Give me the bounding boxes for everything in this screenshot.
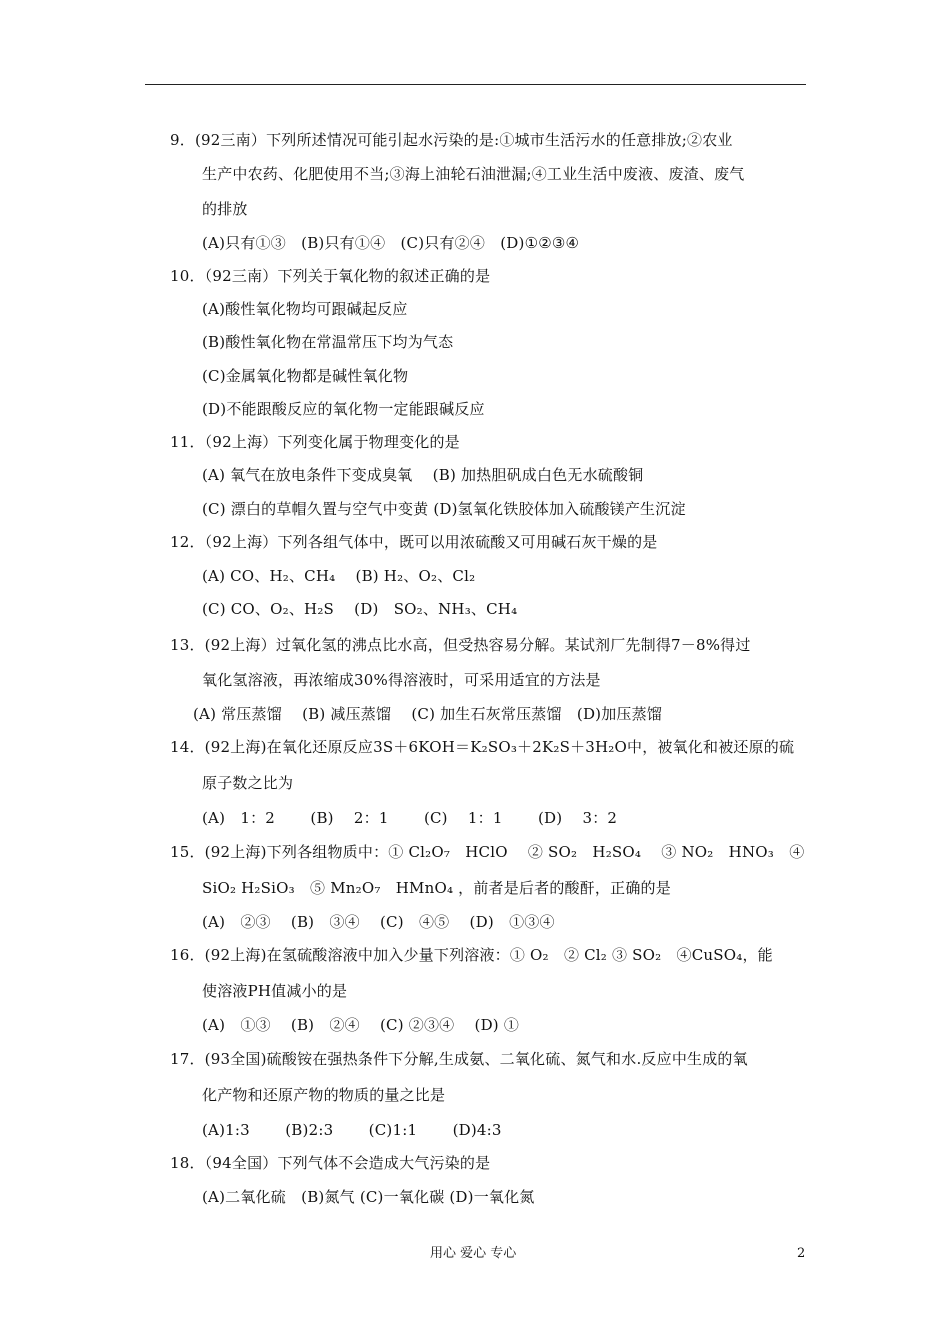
- question-14-line-1: 14．(92上海)在氧化还原反应3S＋6KOH＝K₂SO₃＋2K₂S＋3H₂O中，被氧化和被还原的硫: [170, 738, 795, 756]
- question-15-line-1: 15．(92上海)下列各组物质中：① Cl₂O₇ HClO ② SO₂ H₂SO₄ ③ NO₂ HNO₃ ④: [170, 843, 805, 861]
- question-15-options: (A) ②③ (B) ③④ (C) ④⑤ (D) ①③④: [202, 913, 555, 931]
- page-number: 2: [797, 1246, 806, 1261]
- question-10-option-c: (C)金属氧化物都是碱性氧化物: [202, 367, 409, 385]
- question-16-options: (A) ①③ (B) ②④ (C) ②③④ (D) ①: [202, 1016, 520, 1034]
- question-12-options-ab: (A) CO、H₂、CH₄ (B) H₂、O₂、Cl₂: [202, 567, 476, 585]
- question-17-line-2: 化产物和还原产物的物质的量之比是: [202, 1086, 446, 1104]
- question-12-stem: 12．（92上海）下列各组气体中，既可以用浓硫酸又可用碱石灰干燥的是: [170, 533, 658, 551]
- question-9-line-1: 9．(92三南）下列所述情况可能引起水污染的是:①城市生活污水的任意排放;②农业: [170, 131, 733, 149]
- question-10-option-b: (B)酸性氧化物在常温常压下均为气态: [202, 333, 454, 351]
- question-13-options: (A) 常压蒸馏 (B) 减压蒸馏 (C) 加生石灰常压蒸馏 (D)加压蒸馏: [193, 705, 663, 723]
- footer-slogan: 用心 爱心 专心: [430, 1246, 517, 1261]
- question-13-line-1: 13．(92上海）过氧化氢的沸点比水高，但受热容易分解。某试剂厂先制得7－8%得过: [170, 636, 751, 654]
- question-17-line-1: 17．(93全国)硫酸铵在强热条件下分解,生成氨、二氧化硫、氮气和水.反应中生成的氧: [170, 1050, 748, 1068]
- question-15-line-2: SiO₂ H₂SiO₃ ⑤ Mn₂O₇ HMnO₄ ，前者是后者的酸酐，正确的是: [202, 879, 671, 897]
- question-16-line-1: 16．(92上海)在氢硫酸溶液中加入少量下列溶液：① O₂ ② Cl₂ ③ SO₂ ④CuSO₄，能: [170, 946, 773, 964]
- question-10-stem: 10．（92三南）下列关于氧化物的叙述正确的是: [170, 267, 491, 285]
- question-10-option-a: (A)酸性氧化物均可跟碱起反应: [202, 300, 408, 318]
- question-17-options: (A)1:3 (B)2:3 (C)1:1 (D)4:3: [202, 1121, 502, 1139]
- header-rule: [145, 84, 806, 85]
- question-10-option-d: (D)不能跟酸反应的氧化物一定能跟碱反应: [202, 400, 485, 418]
- question-18-stem: 18．（94全国）下列气体不会造成大气污染的是: [170, 1154, 491, 1172]
- question-9-line-2: 生产中农药、化肥使用不当;③海上油轮石油泄漏;④工业生活中废液、废渣、废气: [202, 165, 745, 183]
- question-11-options-ab: (A) 氧气在放电条件下变成臭氧 (B) 加热胆矾成白色无水硫酸铜: [202, 466, 644, 484]
- question-9-options: (A)只有①③ (B)只有①④ (C)只有②④ (D)①②③④: [202, 234, 580, 252]
- question-14-line-2: 原子数之比为: [202, 774, 294, 792]
- question-11-options-cd: (C) 漂白的草帽久置与空气中变黄 (D)氢氧化铁胶体加入硫酸镁产生沉淀: [202, 500, 686, 518]
- question-13-line-2: 氧化氢溶液，再浓缩成30%得溶液时，可采用适宜的方法是: [202, 671, 601, 689]
- question-11-stem: 11．（92上海）下列变化属于物理变化的是: [170, 433, 460, 451]
- question-14-options: (A) 1：2 (B) 2：1 (C) 1：1 (D) 3：2: [202, 809, 618, 827]
- question-16-line-2: 使溶液PH值减小的是: [202, 982, 348, 1000]
- question-18-options: (A)二氧化硫 (B)氮气 (C)一氧化碳 (D)一氧化氮: [202, 1188, 535, 1206]
- question-9-line-3: 的排放: [202, 200, 248, 218]
- question-12-options-cd: (C) CO、O₂、H₂S (D) SO₂、NH₃、CH₄: [202, 600, 518, 618]
